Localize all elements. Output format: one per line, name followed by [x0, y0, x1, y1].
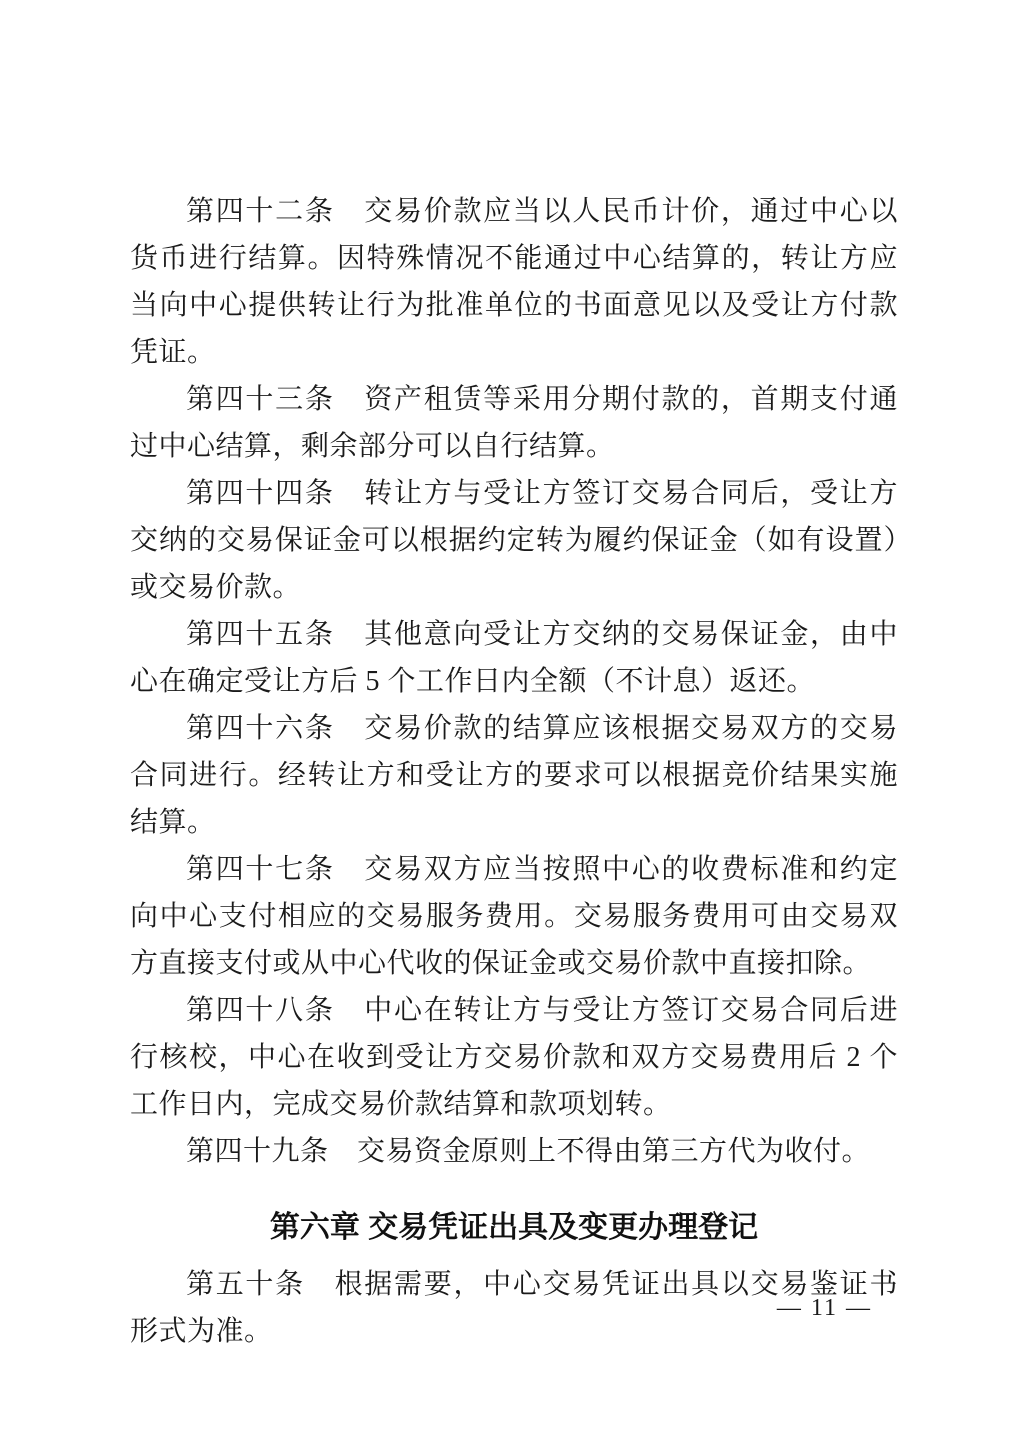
article-46-paragraph: 第四十六条 交易价款的结算应该根据交易双方的交易合同进行。经转让方和受让方的要求可以根据竞价结果实施结算。	[130, 713, 898, 838]
article-45-paragraph: 第四十五条 其他意向受让方交纳的交易保证金，由中心在确定受让方后 5 个工作日内全额（不计息）返还。	[130, 619, 898, 697]
article-42-paragraph: 第四十二条 交易价款应当以人民币计价，通过中心以货币进行结算。因特殊情况不能通过中心结算的，转让方应当向中心提供转让行为批准单位的书面意见以及受让方付款凭证。	[130, 196, 898, 368]
document-body	[130, 188, 898, 1355]
article-44-paragraph: 第四十四条 转让方与受让方签订交易合同后，受让方交纳的交易保证金可以根据约定转为履约保证金（如有设置）或交易价款。	[130, 478, 898, 603]
page-number: — 11 —	[776, 1295, 872, 1321]
article-49-paragraph: 第四十九条 交易资金原则上不得由第三方代为收付。	[186, 1136, 871, 1167]
article-48-paragraph: 第四十八条 中心在转让方与受让方签订交易合同后进行核校，中心在收到受让方交易价款和双方交易费用后 2 个工作日内，完成交易价款结算和款项划转。	[130, 995, 898, 1120]
article-47-paragraph: 第四十七条 交易双方应当按照中心的收费标准和约定向中心支付相应的交易服务费用。交易服务费用可由交易双方直接支付或从中心代收的保证金或交易价款中直接扣除。	[130, 854, 898, 979]
article-50-paragraph: 第五十条 根据需要，中心交易凭证出具以交易鉴证书形式为准。	[130, 1269, 898, 1347]
article-43-paragraph: 第四十三条 资产租赁等采用分期付款的，首期支付通过中心结算，剩余部分可以自行结算。	[130, 384, 898, 462]
chapter-6-heading: 第六章 交易凭证出具及变更办理登记	[269, 1211, 759, 1244]
